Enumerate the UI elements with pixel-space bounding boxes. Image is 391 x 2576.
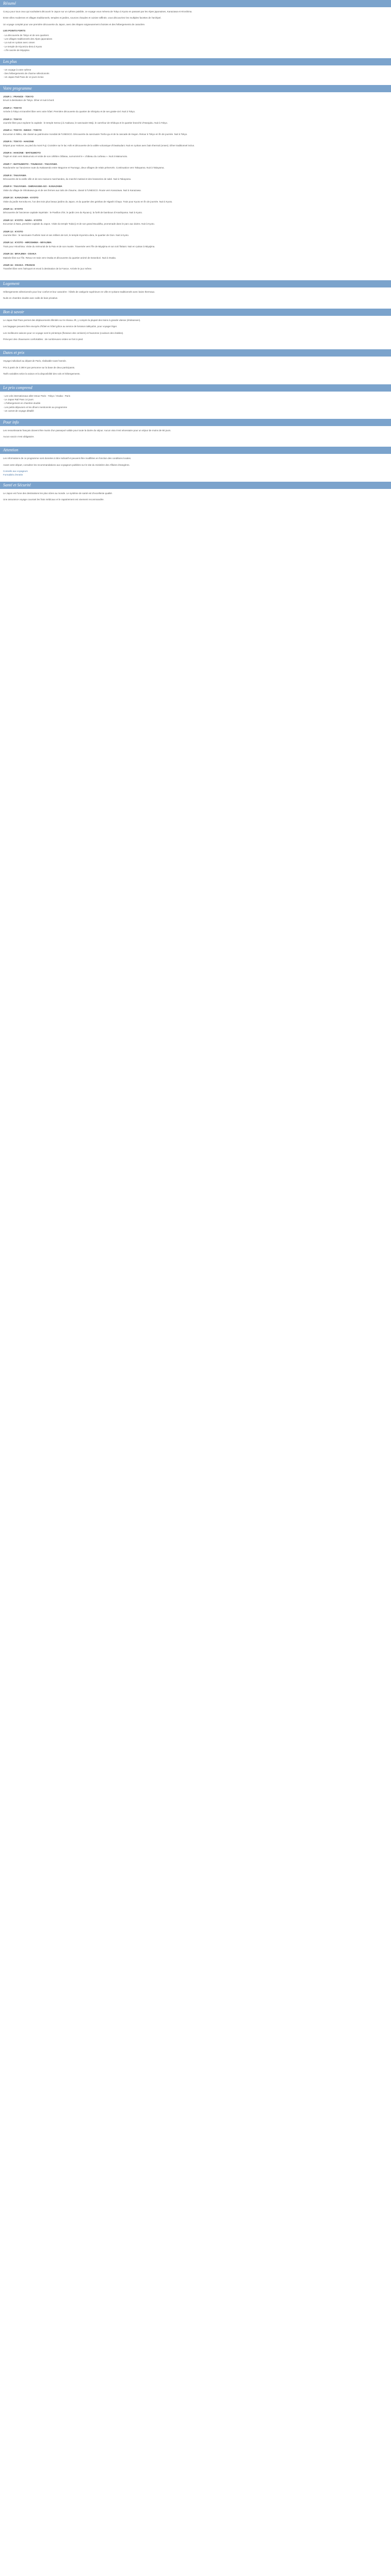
section-title-bon-a-savoir: Bon à savoir [0,309,391,316]
day-title: JOUR 8 : TAKAYAMA [3,174,26,177]
day-title: JOUR 4 : TOKYO - NIKKO - TOKYO [3,129,42,132]
day-title: JOUR 6 : HAKONE - MATSUMOTO [3,151,41,154]
itinerary-day [3,140,388,147]
comprend-section [0,392,391,419]
itinerary-day [3,208,388,215]
pour-info-section [0,426,391,447]
details-paragraph: Voyage individuel au départ de Paris, réalisable toute l'année. [3,360,67,363]
pour-info-paragraph: Les ressortissants français doivent être munis d'un passeport valide pour toute la durée du séjour. Aucun visa n'est nécessaire pour un séjour de moins de 90 jours. [3,429,171,432]
day-description: Envol à destination de Tokyo. Dîner et nuit à bord. [3,99,55,102]
summary-paragraph: Conçu pour tous ceux qui souhaitent découvrir le Japon sur un rythme paisible, ce voyage vous mènera de Tokyo à Kyoto en passant par les Alpes japonaises, Kanazawa et Hiroshima. [3,10,192,13]
section-title-details: Dates et prix [0,349,391,357]
details-paragraph: Tarifs variables selon la saison et la disponibilité des vols et hébergements. [3,372,80,376]
bon-a-savoir-paragraph: Le Japan Rail Pass permet des déplacements illimités sur le réseau JR, y compris la plupart des trains à grande vitesse (shinkansen). [3,318,141,321]
itinerary-day [3,219,388,226]
itinerary-day [3,230,388,238]
day-title: JOUR 16 : OSAKA - FRANCE [3,264,35,267]
bon-a-savoir-paragraph: Les meilleures saisons pour ce voyage sont le printemps (floraison des cerisiers) et l'automne (couleurs des érables). [3,331,124,334]
section-title-pour-info: Pour info [0,419,391,426]
itinerary-day [3,252,388,260]
comprend-item: - Un carnet de voyage détaillé [3,410,34,413]
summary-section [0,7,391,58]
itinerary-day [3,241,388,248]
bon-a-savoir-section [0,316,391,350]
point-fort-item: - La découverte de Tokyo et de ses quartiers [3,33,49,37]
day-title: JOUR 11 : KYOTO [3,208,23,210]
day-title: JOUR 9 : TAKAYAMA - SHIRAKAWA-GO - KANAZAWA [3,185,62,188]
pour-info-paragraph: Aucun vaccin n'est obligatoire. [3,435,35,438]
attention-paragraph: Les informations de ce programme sont données à titre indicatif et peuvent être modifiées en fonction des conditions locales. [3,457,132,460]
attention-paragraph: Avant votre départ, consultez les recommandations aux voyageurs publiées sur le site du ministère des Affaires étrangères. [3,463,130,466]
day-title: JOUR 1 : FRANCE - TOKYO [3,95,34,98]
point-fort-item: - L'île sacrée de Miyajima [3,49,29,52]
summary-paragraph: Un voyage complet pour une première découverte du Japon, avec des étapes soigneusement choisies et des hébergements de caractère. [3,23,145,26]
details-section [0,357,391,384]
day-description: Transfert libre vers l'aéroport et envol à destination de la France. Arrivée le jour même. [3,267,92,270]
itinerary-day [3,151,388,159]
itinerary-day [3,196,388,204]
itinerary-day [3,129,388,136]
comprend-item: - Le Japan Rail Pass 14 jours [3,398,34,401]
summary-paragraph: Entre villes modernes et villages traditionnels, temples et jardins, sources chaudes et cuisine raffinée, vous découvrirez les multiples facettes de l'archipel. [3,16,161,20]
attention-section [0,454,391,482]
plus-item: - Des hébergements de charme sélectionnés [3,72,50,75]
plus-section [0,65,391,85]
plus-item: - Un Japan Rail Pass de 14 jours inclus [3,76,44,79]
details-paragraph: Prix à partir de 3 290 € par personne sur la base de deux participants. [3,366,75,369]
day-title: JOUR 7 : MATSUMOTO - TSUMAGO - TAKAYAMA [3,162,57,165]
day-description: Randonnée sur l'ancienne route du Nakasendo entre Magome et Tsumago, deux villages de relais préservés. Continuation vers Takayama. Nuit à Takayama. [3,166,165,170]
bon-a-savoir-paragraph: Prévoyez des chaussures confortables : de nombreuses visites se font à pied. [3,337,84,341]
day-title: JOUR 5 : TOKYO - HAKONE [3,140,34,143]
itinerary-day [3,163,388,170]
itinerary-day [3,118,388,125]
attention-link[interactable]: Formalités d'entrée [3,473,23,476]
comprend-item: - L'hébergement en chambre double [3,402,41,405]
bon-a-savoir-paragraph: Les bagages peuvent être envoyés d'hôtel en hôtel grâce au service de livraison takkyubin, pour voyager léger. [3,325,118,328]
day-title: JOUR 13 : KYOTO [3,230,23,233]
logement-section [0,287,391,309]
day-title: JOUR 10 : KANAZAWA - KYOTO [3,196,39,199]
day-description: Excursion à Nikko, site classé au patrimoine mondial de l'UNESCO. Découverte du sanctuaire Tosho-gu et de la cascade de Kegon. Retour à Tokyo en fin de journée. Nuit à Tokyo. [3,132,188,135]
plus-item: - Un voyage à votre rythme [3,68,31,71]
day-title: JOUR 14 : KYOTO - HIROSHIMA - MIYAJIMA [3,241,52,244]
day-title: JOUR 2 : TOKYO [3,106,22,109]
day-description: Départ pour Hakone, au pied du mont Fuji. Croisière sur le lac Ashi et découverte de la vallée volcanique d'Owakudani. Nuit en ryokan avec bain thermal (onsen). Dîner traditionnel inclus. [3,144,195,147]
day-description: Journée libre pour explorer la capitale : le temple Senso-ji à Asakusa, le sanctuaire Meiji, le carrefour de Shibuya et le quartier branché d'Harajuku. Nuit à Tokyo. [3,121,168,124]
day-description: Visite du jardin Kenroku-en, l'un des trois plus beaux jardins du Japon, et du quartier des geishas de Higashi Chaya. Train pour Kyoto en fin de journée. Nuit à Kyoto. [3,200,173,203]
section-title-logement: Logement [0,280,391,287]
section-title-plus: Les plus [0,58,391,65]
comprend-item: - Les petits-déjeuners et les dîners mentionnés au programme [3,405,68,409]
day-title: JOUR 12 : KYOTO - NARA - KYOTO [3,218,42,222]
logement-paragraph: Hébergements sélectionnés pour leur confort et leur caractère : hôtels de catégorie supérieure en ville et ryokans traditionnels avec bains thermaux. [3,290,155,293]
day-title: JOUR 15 : MIYAJIMA - OSAKA [3,252,37,256]
point-fort-item: - Les villages traditionnels des Alpes japonaises [3,38,53,41]
attention-link[interactable]: Conseils aux voyageurs [3,470,28,473]
section-title-attention: Attention [0,447,391,454]
points-forts-title: LES POINTS FORTS [3,29,26,32]
itinerary-day [3,95,388,103]
point-fort-item: - Le temple de Kiyomizu-dera à Kyoto [3,45,42,48]
day-description: Journée libre : le sanctuaire Fushimi Inari et ses milliers de torii, le temple Kiyomizu-dera, le quartier de Gion. Nuit à Kyoto. [3,234,129,237]
day-description: Excursion à Nara, première capitale du Japon. Visite du temple Todai-ji et de son grand Bouddha, promenade dans le parc aux daims. Nuit à Kyoto. [3,223,155,226]
day-description: Trajet en train vers Matsumoto et visite de son célèbre château, surnommé le « château du corbeau ». Nuit à Matsumoto. [3,155,128,158]
point-fort-item: - La nuit en ryokan avec onsen [3,41,35,44]
section-title-comprend: Le prix comprend [0,384,391,392]
day-description: Train pour Hiroshima. Visite du mémorial de la Paix et de son musée. Traversée vers l'île de Miyajima et son torii flottant. Nuit en ryokan à Miyajima. [3,245,155,248]
itinerary-day [3,264,388,271]
sante-paragraph: Le Japon est l'une des destinations les plus sûres au monde. Le système de santé est d'excellente qualité. [3,492,113,495]
day-description: Découverte de la vieille ville et de ses maisons marchandes, du marché matinal et des brasseries de saké. Nuit à Takayama. [3,177,132,180]
comprend-item: - Les vols internationaux aller-retour Paris - Tokyo / Osaka - Paris [3,394,70,397]
day-description: Découverte de l'ancienne capitale impériale : le Pavillon d'Or, le jardin zen du Ryoan-ji, la forêt de bambous d'Arashiyama. Nuit à Kyoto. [3,211,143,214]
section-title-summary: Résumé [0,0,391,7]
day-title: JOUR 3 : TOKYO [3,117,22,121]
sante-paragraph: Une assurance voyage couvrant les frais médicaux et le rapatriement est vivement recommandée. [3,498,104,501]
section-title-itinerary: Votre programme [0,85,391,92]
itinerary-day [3,185,388,192]
day-description: Matinée libre sur l'île. Retour en train vers Osaka et découverte du quartier animé de Dotonbori. Nuit à Osaka. [3,256,116,259]
section-title-sante: Santé et Sécurité [0,482,391,489]
sante-section [0,489,391,510]
itinerary-day [3,107,388,114]
day-description: Arrivée à Tokyo et transfert libre vers votre hôtel. Première découverte du quartier de Shinjuku et de ses gratte-ciel. Nuit à Tokyo. [3,110,136,113]
itinerary-section [0,92,391,280]
day-description: Visite du village de Shirakawa-go et de ses fermes aux toits de chaume, classé à l'UNESCO. Route vers Kanazawa. Nuit à Kanazawa. [3,189,141,192]
itinerary-day [3,174,388,181]
logement-paragraph: Nuits en chambre double avec salle de bain privative. [3,297,58,300]
